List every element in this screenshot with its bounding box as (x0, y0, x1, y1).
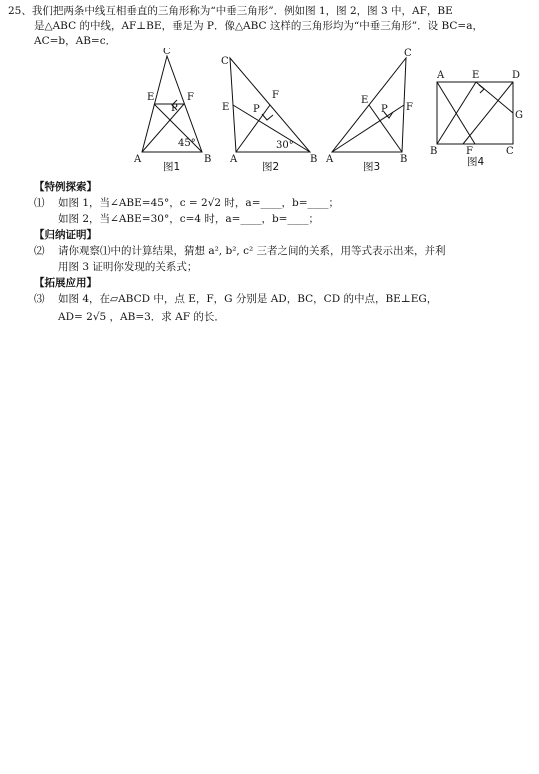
fig1-label-f: F (187, 92, 194, 103)
fig2-label-b: B (310, 154, 318, 165)
fig2-label-p: P (253, 104, 260, 115)
fig3-label-e: E (361, 95, 369, 106)
fig4-label-a: A (437, 70, 445, 81)
fig4-label-g: G (515, 110, 523, 121)
fig3-label-p: P (381, 104, 388, 115)
q3-text-2: AD= 2√5 ，AB=3．求 AF 的长． (58, 311, 225, 323)
q2-text-2: 用图 3 证明你发现的关系式； (58, 261, 198, 273)
fig2-label-e: E (222, 102, 230, 113)
fig3-label-a: A (326, 154, 334, 165)
section-induct: 【归纳证明】 (34, 229, 97, 241)
fig1-angle-label: 45° (178, 138, 196, 149)
intro-text-1: 我们把两条中线互相垂直的三角形称为“中垂三角形”．例如图 1，图 2，图 3 中，AF，BE (31, 5, 453, 17)
fig1-label-a: A (134, 154, 142, 165)
figure-4 (437, 82, 513, 144)
q3-label: ⑶ (34, 293, 45, 305)
fig1-label-p: P (171, 103, 178, 114)
fig1-caption: 图1 (163, 161, 181, 173)
figures-row (0, 48, 539, 178)
fig4-label-c: C (506, 146, 514, 157)
fig4-caption: 图4 (467, 156, 485, 168)
q2-label: ⑵ (34, 245, 45, 257)
q2-text-1: 请你观察⑴中的计算结果，猜想 a², b², c² 三者之间的关系，用等式表示出来，并利 (58, 245, 446, 257)
fig4-label-f: F (466, 146, 473, 157)
fig1-label-b: B (204, 154, 212, 165)
problem-intro-line-1 (8, 4, 453, 18)
figures-svg (0, 48, 539, 178)
fig2-angle-label: 30° (276, 140, 294, 151)
section-extend: 【拓展应用】 (34, 277, 97, 289)
figure-3 (332, 58, 406, 152)
intro-text-2: 是△ABC 的中线，AF⊥BE，垂足为 P．像△ABC 这样的三角形均为“中垂三角形”．设 BC=a， (34, 20, 483, 32)
q1-label: ⑴ (34, 197, 45, 209)
section-special: 【特例探索】 (34, 181, 97, 193)
fig2-label-f: F (272, 90, 279, 101)
fig4-label-d: D (512, 70, 521, 81)
figure-2 (230, 58, 310, 152)
fig1-label-e: E (147, 92, 155, 103)
q1-part-a: 如图 1，当∠ABE=45°，c = 2√2 时，a=____，b=____； (58, 197, 340, 209)
q3-text-1: 如图 4，在▱ABCD 中，点 E，F，G 分别是 AD，BC，CD 的中点，BE⊥EG， (58, 293, 438, 305)
fig3-caption: 图3 (363, 161, 381, 173)
fig4-label-b: B (430, 146, 438, 157)
q1-part-b: 如图 2，当∠ABE=30°，c=4 时，a=____，b=____； (58, 213, 319, 225)
fig3-label-c: C (404, 48, 412, 59)
fig4-label-e: E (472, 70, 480, 81)
fig2-label-a: A (230, 154, 238, 165)
fig3-label-b: B (400, 154, 408, 165)
fig2-label-c: C (221, 56, 229, 67)
fig1-label-c: C (163, 48, 171, 57)
fig2-caption: 图2 (262, 161, 280, 173)
problem-number: 25、 (8, 5, 32, 17)
intro-text-3: AC=b，AB=c． (34, 35, 117, 47)
fig3-label-f: F (406, 102, 413, 113)
